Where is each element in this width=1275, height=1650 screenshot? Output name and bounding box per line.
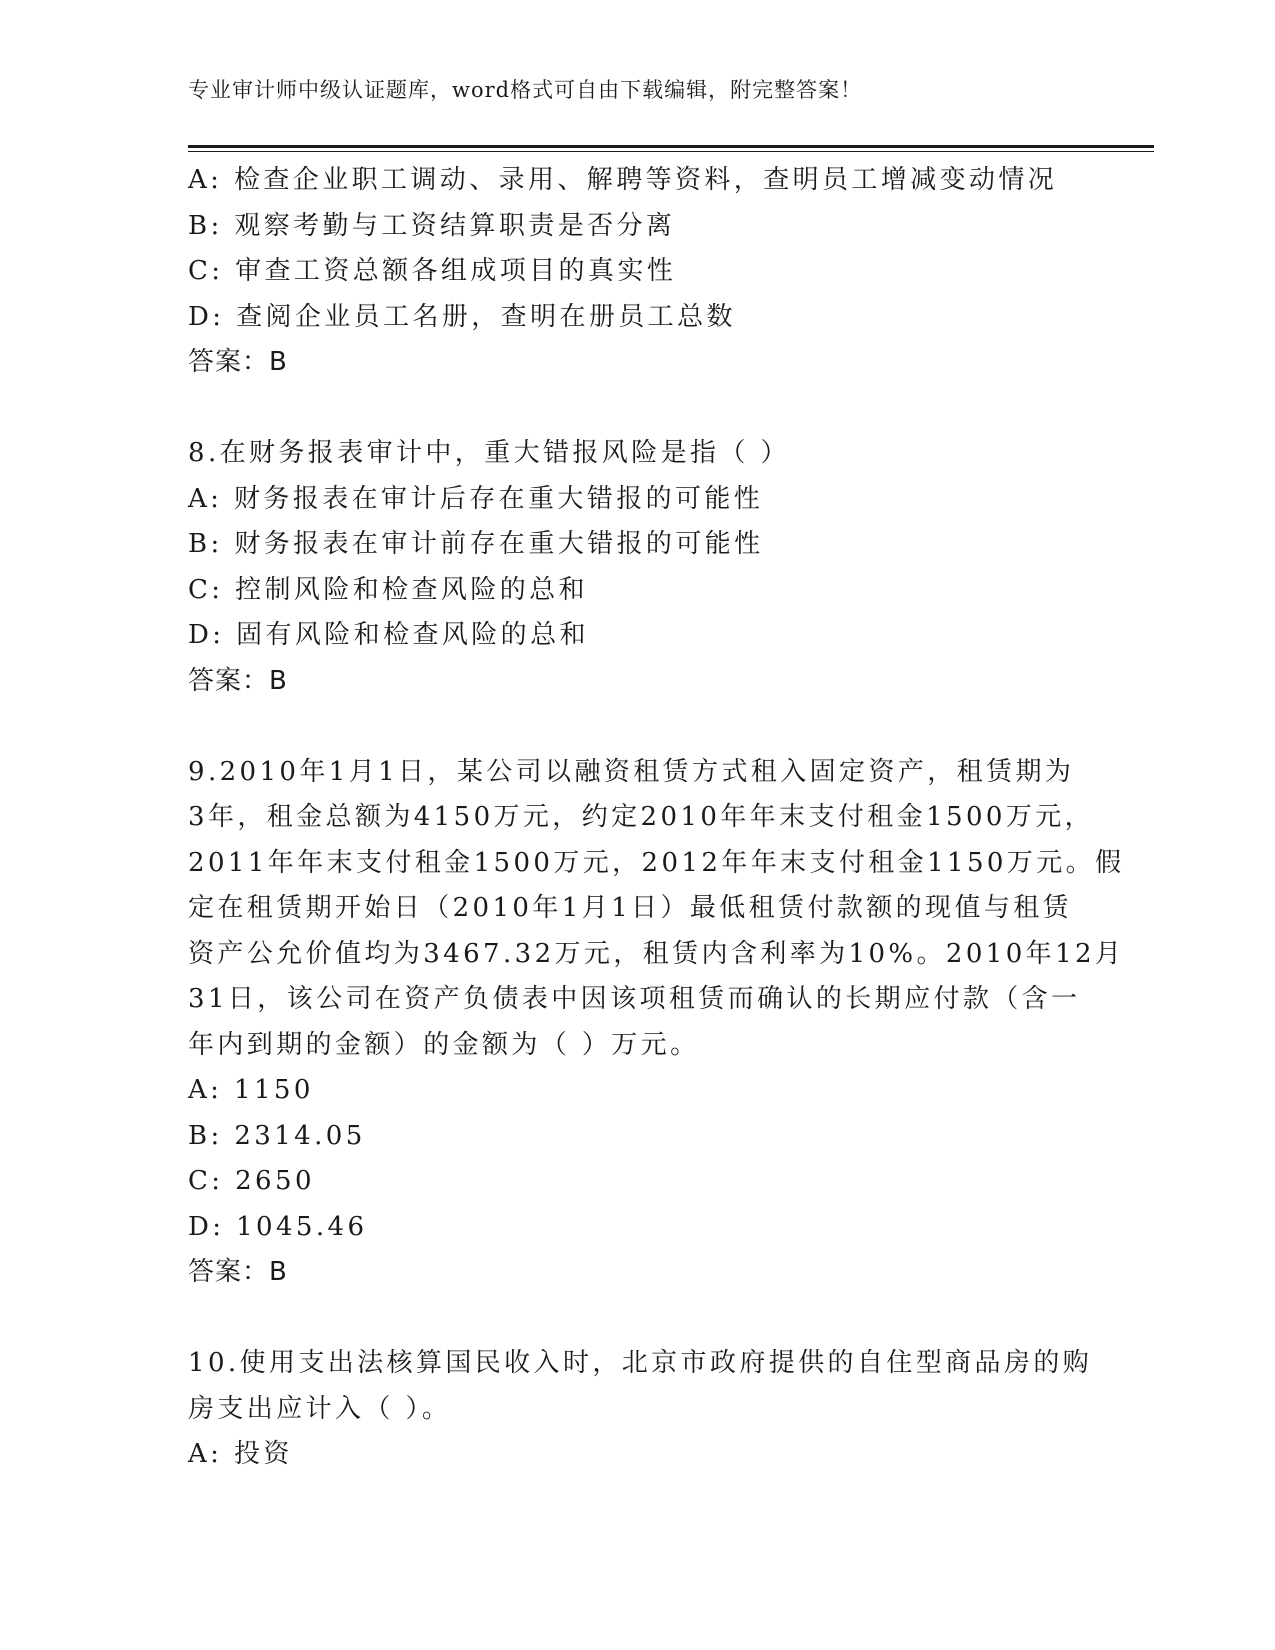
question-text-line: 房支出应计入（ ）。 xyxy=(188,1393,452,1424)
option-b: B: 2314.05 xyxy=(188,1120,366,1151)
question-text-line: 9.2010年1月1日，某公司以融资租赁方式租入固定资产，租赁期为 xyxy=(188,756,1075,787)
question-text-line: 10.使用支出法核算国民收入时，北京市政府提供的自住型商品房的购 xyxy=(188,1348,1093,1378)
question-block-8 xyxy=(188,431,1088,704)
answer-line: 答案：B xyxy=(188,1257,288,1287)
answer-line: 答案：B xyxy=(188,665,288,696)
question-text-line: 资产公允价值均为3467.32万元，租赁内含利率为10%。2010年12月 xyxy=(188,938,1125,969)
question-content xyxy=(188,158,1125,1478)
option-c: C: 2650 xyxy=(188,1166,315,1196)
block-spacer xyxy=(188,704,1088,750)
question-text: 8.在财务报表审计中，重大错报风险是指（ ） xyxy=(188,438,790,468)
question-block-10 xyxy=(188,1341,1093,1478)
page-header: 专业审计师中级认证题库，word格式可自由下载编辑，附完整答案！ xyxy=(188,78,863,102)
option-b: B: 财务报表在审计前存在重大错报的可能性 xyxy=(188,529,764,559)
header-divider-thin xyxy=(188,151,1154,152)
question-block-9 xyxy=(188,750,1125,1296)
option-c: C: 审查工资总额各组成项目的真实性 xyxy=(188,256,677,286)
answer-line: 答案：B xyxy=(188,347,288,377)
question-text-line: 3年，租金总额为4150万元，约定2010年年末支付租金1500万元， xyxy=(188,802,1095,832)
option-c: C: 控制风险和检查风险的总和 xyxy=(188,574,588,605)
option-d: D: 固有风险和检查风险的总和 xyxy=(188,620,589,650)
question-text-line: 31日，该公司在资产负债表中因该项租赁而确认的长期应付款（含一 xyxy=(188,984,1081,1014)
block-spacer xyxy=(188,386,1088,432)
option-d: D: 查阅企业员工名册，查明在册员工总数 xyxy=(188,301,736,332)
question-text-line: 年内到期的金额）的金额为（ ）万元。 xyxy=(188,1029,700,1060)
block-spacer xyxy=(188,1296,1088,1342)
option-a: A: 投资 xyxy=(188,1439,293,1469)
option-a: A: 检查企业职工调动、录用、解聘等资料，查明员工增减变动情况 xyxy=(188,165,1058,195)
option-a: A: 财务报表在审计后存在重大错报的可能性 xyxy=(188,483,764,514)
header-divider-thick xyxy=(188,145,1154,148)
question-block-7 xyxy=(188,158,1088,386)
option-b: B: 观察考勤与工资结算职责是否分离 xyxy=(188,210,676,241)
question-text-line: 2011年年末支付租金1500万元，2012年年末支付租金1150万元。假 xyxy=(188,847,1125,878)
option-d: D: 1045.46 xyxy=(188,1211,368,1242)
option-a: A: 1150 xyxy=(188,1075,314,1105)
question-text-line: 定在租赁期开始日（2010年1月1日）最低租赁付款额的现值与租赁 xyxy=(188,893,1073,923)
